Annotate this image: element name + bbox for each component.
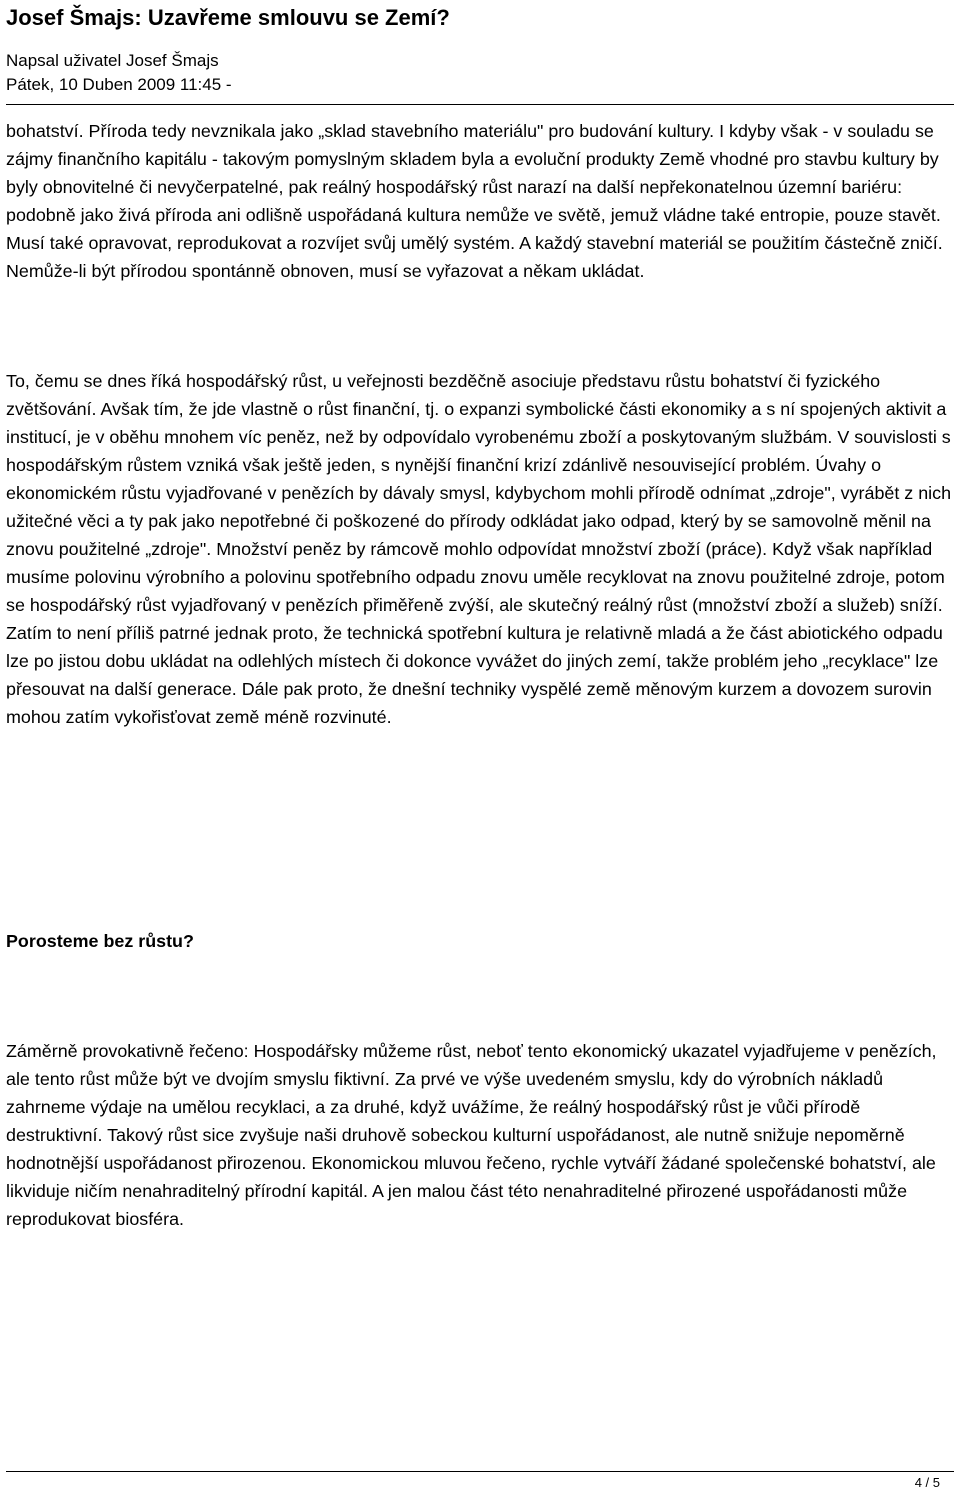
- paragraph-spacer: [6, 955, 952, 1037]
- paragraph-1: bohatství. Příroda tedy nevznikala jako „sklad stavebního materiálu" pro budování kultury. I kdyby však - v souladu se zájmy finančního kapitálu - takovým pomyslným skladem byla a evoluční produkty Země vhodné pro stavbu kultury by byly obnovitelné či nevyčerpatelné, pak reálný hospodářský růst narazí na další nepřekonatelnou územní bariéru: podobně jako živá příroda ani odlišně uspořádaná kultura nemůže ve světě, jemuž vládne také entropie, pouze stavět. Musí také opravovat, reprodukovat a rozvíjet svůj umělý systém. A každý stavební materiál se použitím částečně zničí. Nemůže-li být přírodou spontánně obnoven, musí se vyřazovat a někam ukládat.: [6, 121, 943, 281]
- author-line: Napsal uživatel Josef Šmajs: [6, 51, 219, 70]
- page-header: [6, 0, 954, 105]
- paragraph-spacer: [6, 285, 952, 367]
- paragraph-2: To, čemu se dnes říká hospodářský růst, u veřejnosti bezděčně asociuje představu růstu bohatství či fyzického zvětšování. Avšak tím, že jde vlastně o růst finanční, tj. o expanzi symbolické části ekonomiky a s ní spojených aktivit a institucí, je v oběhu mnohem víc peněz, než by odpovídalo vyrobenému zboží a poskytovaným službám. V souvislosti s hospodářským růstem vzniká však ještě jeden, s nynější finanční krizí zdánlivě nesouvisející problém. Úvahy o ekonomickém růstu vyjadřované v penězích by dávaly smysl, kdybychom mohli přírodě odnímat „zdroje", vyrábět z nich užitečné věci a ty pak jako nepotřebné či poškozené do přírody odkládat jako odpad, který by se samovolně měnil na znovu použitelné „zdroje". Množství peněz by rámcově mohlo odpovídat množství zboží (práce). Když však například musíme polovinu výrobního a polovinu spotřebního odpadu znovu uměle recyklovat na znovu použitelné zdroje, potom se hospodářský růst vyjadřovaný v penězích přiměřeně zvýší, ale skutečný reálný růst (množství zboží a služeb) sníží. Zatím to není příliš patrné jednak proto, že technická spotřební kultura je relativně mladá a že část abiotického odpadu lze po jistou dobu ukládat na odlehlých místech či dokonce vyvážet do jiných zemí, takže problém jeho „recyklace" lze přesouvat na další generace. Dále pak proto, že dnešní techniky vyspělé země měnovým kurzem a dovozem surovin mohou zatím vykořisťovat země méně rozvinuté.: [6, 371, 952, 727]
- article-body: [6, 117, 952, 1233]
- paragraph-spacer: [6, 731, 952, 927]
- paragraph-3: Záměrně provokativně řečeno: Hospodářsky můžeme růst, neboť tento ekonomický ukazatel vyjadřujeme v penězích, ale tento růst může být ve dvojím smyslu fiktivní. Za prvé ve výše uvedeném smyslu, kdy do výrobních nákladů zahrneme výdaje na umělou recyklaci, a za druhé, když uvážíme, že reálný hospodářský růst je vůči přírodě destruktivní. Takový růst sice zvyšuje naši druhově sobeckou kulturní uspořádanost, ale nutně snižuje nepoměrně hodnotnější uspořádanost přirozenou. Ekonomickou mluvou řečeno, rychle vytváří žádané společenské bohatství, ale likviduje ničím nenahraditelný přírodní kapitál. A jen malou část této nenahraditelné přirozené uspořádanosti může reprodukovat biosféra.: [6, 1041, 937, 1229]
- page-number: 4 / 5: [914, 1475, 940, 1490]
- date-line: Pátek, 10 Duben 2009 11:45 -: [6, 75, 232, 94]
- document-title: Josef Šmajs: Uzavřeme smlouvu se Zemí?: [6, 5, 450, 30]
- section-heading: Porosteme bez růstu?: [6, 931, 194, 951]
- page-footer: [6, 1471, 954, 1491]
